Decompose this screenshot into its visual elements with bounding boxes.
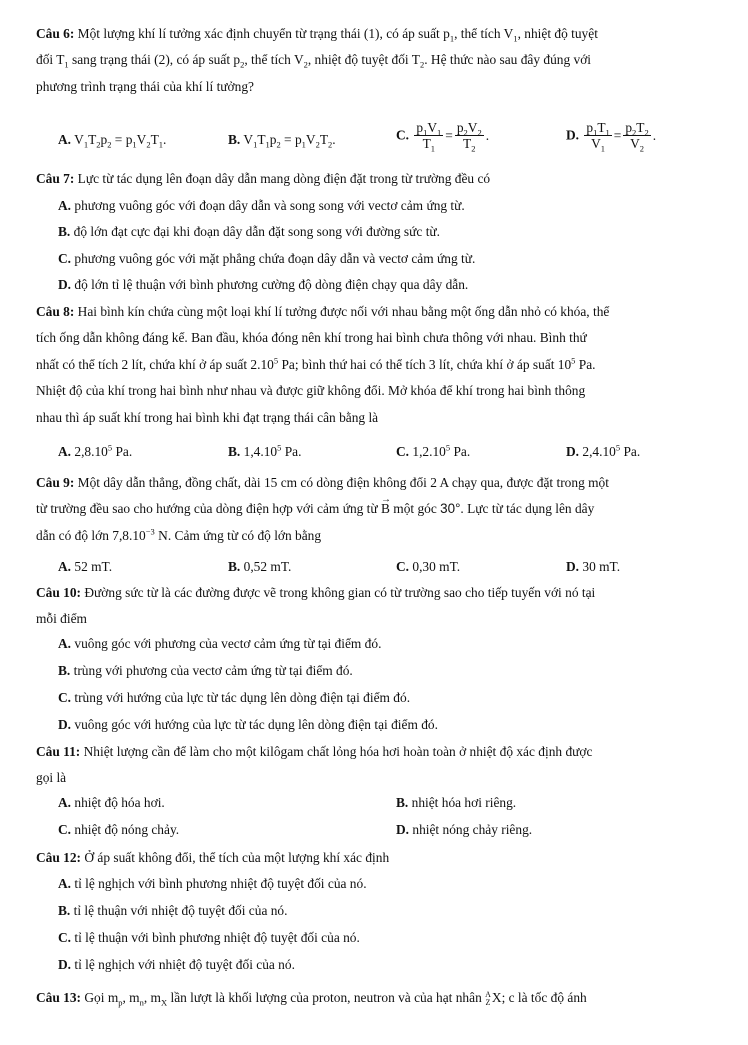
- option-11c[interactable]: C. nhiệt độ nóng chảy.: [58, 822, 180, 837]
- question-11-options-row-2: [58, 818, 718, 842]
- option-12b[interactable]: B. tỉ lệ thuận với nhiệt độ tuyệt đối của nó.: [58, 903, 288, 918]
- question-12-label: Câu 12:: [36, 850, 82, 865]
- question-8-options: [58, 440, 718, 464]
- question-6-line-3: phương trình trạng thái của khí lí tưởng?: [36, 78, 254, 94]
- question-8-label: Câu 8:: [36, 304, 75, 319]
- question-10: [36, 580, 712, 633]
- option-11a[interactable]: A. nhiệt độ hóa hơi.: [58, 795, 165, 810]
- question-13-line-1: Câu 13: Gọi $m_p$, $m_n$, $m_X$ lần lượt là khối lượng của proton, neutron và của hạt nhân A ZX; c là tốc độ ánh: [36, 989, 587, 1008]
- option-8d[interactable]: D. 2,4.10$^5$ Pa.: [566, 442, 641, 459]
- option-9b[interactable]: B. 0,52 mT.: [228, 559, 292, 574]
- question-13: [36, 985, 712, 1011]
- question-10-line-2: mỗi điểm: [36, 611, 87, 627]
- question-10-line-1: Câu 10: Đường sức từ là các đường được vẽ trong không gian có từ trường sao cho tiếp tuyến với nó tại: [36, 585, 596, 600]
- question-8-line-1: Câu 8: Hai bình kín chứa cùng một loại khí lí tưởng được nối với nhau bằng một ống dẫn nhỏ có khóa, thể: [36, 304, 610, 319]
- question-6: [36, 21, 712, 100]
- question-13-label: Câu 13:: [36, 990, 82, 1005]
- question-6-line-1: Câu 6: Một lượng khí lí tưởng xác định chuyển từ trạng thái (1), có áp suất $p_1$, thể tích $V_1$, nhiệt độ tuyệt: [36, 26, 598, 44]
- option-10d[interactable]: D. vuông góc với hướng của lực từ tác dụng lên dòng điện tại điểm đó.: [58, 717, 438, 732]
- question-7: Câu 7: Lực từ tác dụng lên đoạn dây dẫn mang dòng điện đặt trong từ trường đều có: [36, 171, 491, 186]
- question-6-options: [58, 120, 718, 160]
- option-12d[interactable]: D. tỉ lệ nghịch với nhiệt độ tuyệt đối của nó.: [58, 957, 295, 972]
- nucleus-symbol: A ZX: [485, 989, 502, 1007]
- option-8b[interactable]: B. 1,4.10$^5$ Pa.: [228, 442, 302, 459]
- question-7-label: Câu 7:: [36, 171, 75, 186]
- option-7d[interactable]: D. độ lớn tỉ lệ thuận với bình phương cường độ dòng điện chạy qua dây dẫn.: [58, 277, 469, 292]
- question-9-line-3: dẫn có độ lớn $7,8.10^{-3}$ N. Cảm ứng từ có độ lớn bằng: [36, 526, 322, 543]
- option-8a[interactable]: A. 2,8.10$^5$ Pa.: [58, 442, 133, 459]
- option-10a[interactable]: A. vuông góc với phương của vectơ cảm ứng từ tại điểm đó.: [58, 636, 382, 651]
- option-6c[interactable]: C. $\frac{p_1V_1}{T_1}$ = $\frac{p_2V_2}{T_2}$ .: [396, 120, 490, 154]
- option-9a[interactable]: A. 52 mT.: [58, 559, 113, 574]
- option-10c[interactable]: C. trùng với hướng của lực từ tác dụng lên dòng điện tại điểm đó.: [58, 690, 411, 705]
- question-6-label: Câu 6:: [36, 26, 75, 41]
- question-9: [36, 470, 712, 549]
- question-9-label: Câu 9:: [36, 475, 75, 490]
- option-12a[interactable]: A. tỉ lệ nghịch với bình phương nhiệt độ tuyệt đối của nó.: [58, 876, 367, 891]
- question-8-line-4: Nhiệt độ của khí trong hai bình như nhau và được giữ không đổi. Mở khóa để khí trong hai bình thông: [36, 383, 586, 399]
- question-8-line-3: nhất có thể tích 2 lít, chứa khí ở áp suất 2.10$^5$ Pa; bình thứ hai có thể tích 3 lít, chứa khí ở áp suất $10^5$ Pa.: [36, 355, 596, 372]
- option-6a[interactable]: A. $V_1T_2p_2 = p_1V_2T_1$.: [58, 132, 167, 150]
- option-7c[interactable]: C. phương vuông góc với mặt phẳng chứa đoạn dây dẫn và vectơ cảm ứng từ.: [58, 251, 476, 266]
- option-12c[interactable]: C. tỉ lệ thuận với bình phương nhiệt độ tuyệt đối của nó.: [58, 930, 360, 945]
- vector-b: → B: [381, 496, 390, 522]
- question-9-line-1: Câu 9: Một dây dẫn thẳng, đồng chất, dài 15 cm có dòng điện không đổi 2 A chạy qua, được đặt trong một: [36, 475, 609, 490]
- option-8c[interactable]: C. 1,2.10$^5$ Pa.: [396, 442, 471, 459]
- option-9c[interactable]: C. 0,30 mT.: [396, 559, 461, 574]
- option-7a[interactable]: A. phương vuông góc với đoạn dây dẫn và song song với vectơ cảm ứng từ.: [58, 198, 465, 213]
- question-12: Câu 12: Ở áp suất không đổi, thể tích của một lượng khí xác định: [36, 850, 390, 865]
- option-11b[interactable]: B. nhiệt hóa hơi riêng.: [396, 795, 517, 810]
- option-11d[interactable]: D. nhiệt nóng chảy riêng.: [396, 822, 533, 837]
- question-6-line-2: đối $T_1$ sang trạng thái (2), có áp suất $p_2$, thể tích $V_2$, nhiệt độ tuyệt đối $T_2$. Hệ thức nào sau đây đúng với: [36, 52, 592, 71]
- question-11-line-2: gọi là: [36, 770, 67, 786]
- question-8: [36, 299, 712, 431]
- option-10b[interactable]: B. trùng với phương của vectơ cảm ứng từ tại điểm đó.: [58, 663, 353, 678]
- option-9d[interactable]: D. 30 mT.: [566, 559, 621, 574]
- question-11-label: Câu 11:: [36, 744, 81, 759]
- question-11-line-1: Câu 11: Nhiệt lượng cần để làm cho một kilôgam chất lỏng hóa hơi hoàn toàn ở nhiệt độ xác định được: [36, 744, 593, 759]
- option-7b[interactable]: B. độ lớn đạt cực đại khi đoạn dây dẫn đặt song song với đường sức từ.: [58, 224, 441, 239]
- question-11: [36, 739, 712, 792]
- option-6b[interactable]: B. $V_1T_1p_2 = p_1V_2T_2$.: [228, 132, 336, 150]
- question-8-line-2: tích ống dẫn không đáng kể. Ban đầu, khóa đóng nên khí trong hai bình chưa thông với nhau. Bình thứ: [36, 330, 587, 346]
- question-11-options-row-1: [58, 791, 718, 815]
- question-9-line-2: từ trường đều sao cho hướng của dòng điện hợp với cảm ứng từ → B một góc 30°. Lực từ tác dụng lên dây: [36, 496, 712, 522]
- question-9-options: [58, 555, 718, 579]
- question-10-label: Câu 10:: [36, 585, 82, 600]
- option-6d[interactable]: D. $\frac{p_1T_1}{V_1}$ = $\frac{p_2T_2}{V_2}$ .: [566, 120, 657, 154]
- question-8-line-5: nhau thì áp suất khí trong hai bình khi đạt trạng thái cân bằng là: [36, 409, 379, 425]
